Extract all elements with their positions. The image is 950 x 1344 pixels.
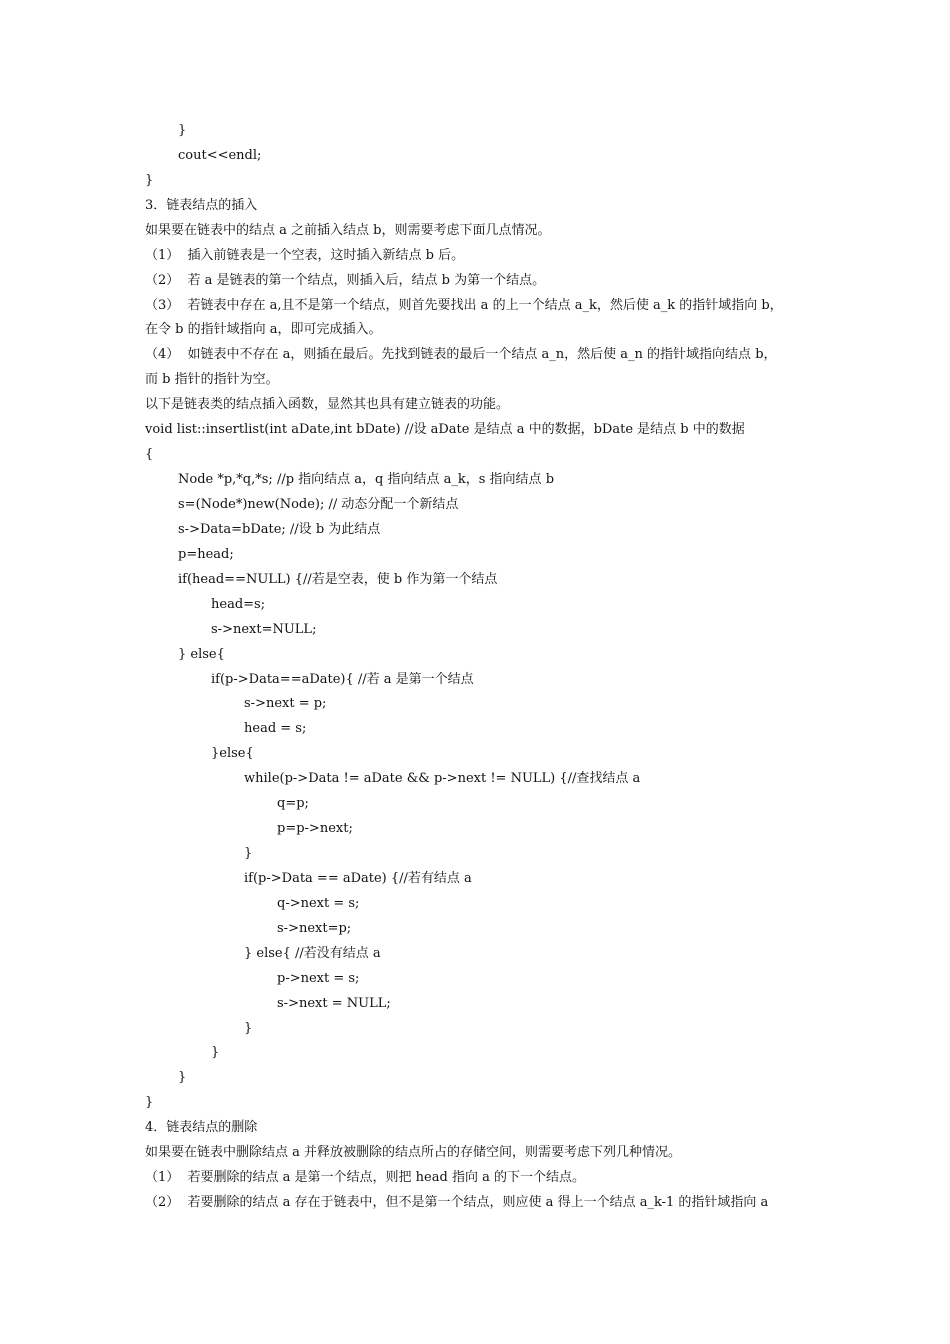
text-line: } [211,1045,220,1061]
text-line: if(p->Data == aDate) {//若有结点 a [244,870,472,886]
text-line: （1） 若要删除的结点 a 是第一个结点，则把 head 指向 a 的下一个结点。 [145,1170,585,1186]
text-line: s->next = p; [244,696,327,712]
text-line: （2） 若要删除的结点 a 存在于链表中，但不是第一个结点，则应使 a 得上一个结点 a_k-1 的指针域指向 a [145,1195,769,1210]
text-line: 而 b 指针的指针为空。 [145,372,279,388]
text-line: head=s; [211,596,266,612]
text-line: （4） 如链表中不存在 a，则插在最后。先找到链表的最后一个结点 a_n，然后使 a_n 的指针域指向结点 b， [145,347,777,363]
text-line: s->next = NULL; [277,995,391,1011]
text-line: } [145,172,154,188]
text-line: Node *p,*q,*s; //p 指向结点 a，q 指向结点 a_k，s 指向结点 b [178,472,555,487]
text-line: 如果要在链表中的结点 a 之前插入结点 b，则需要考虑下面几点情况。 [145,222,551,238]
text-line: } [244,846,253,861]
text-line: s->next=NULL; [211,621,317,637]
text-line: 以下是链表类的结点插入函数，显然其也具有建立链表的功能。 [145,397,510,413]
text-line: 3．链表结点的插入 [145,197,258,213]
text-line: } else{ //若没有结点 a [244,945,381,961]
text-line: } else{ [178,646,225,662]
text-line: q->next = s; [277,895,360,911]
text-line: }else{ [211,746,254,762]
text-line: head = s; [244,721,307,737]
text-line: s->next=p; [277,920,352,936]
text-line: { [145,447,154,463]
text-line: cout<<endl; [178,147,262,163]
text-line: （2） 若 a 是链表的第一个结点，则插入后，结点 b 为第一个结点。 [145,272,546,288]
text-line: 在令 b 的指针域指向 a，即可完成插入。 [145,322,382,338]
text-line: } [244,1020,253,1036]
text-line: p=p->next; [277,821,353,836]
text-line: } [145,1095,154,1111]
text-line: 如果要在链表中删除结点 a 并释放被删除的结点所占的存储空间，则需要考虑下列几种情况。 [145,1145,682,1161]
text-line: while(p->Data != aDate && p->next != NULL) {//查找结点 a [244,771,641,787]
text-line: s->Data=bDate; //设 b 为此结点 [178,521,381,537]
text-line: s=(Node*)new(Node); // 动态分配一个新结点 [178,496,459,512]
text-line: p->next = s; [277,970,360,986]
text-line: （3） 若链表中存在 a,且不是第一个结点，则首先要找出 a 的上一个结点 a_k，然后使 a_k 的指针域指向 b， [145,297,783,313]
text-line: if(p->Data==aDate){ //若 a 是第一个结点 [211,671,474,687]
text-line: void list::insertlist(int aDate,int bDate) //设 aDate 是结点 a 中的数据，bDate 是结点 b 中的数据 [145,422,745,438]
text-line: （1） 插入前链表是一个空表，这时插入新结点 b 后。 [145,247,465,263]
text-line: 4．链表结点的删除 [145,1120,258,1136]
text-line: p=head; [178,546,234,562]
text-line: } [178,123,187,138]
text-line: q=p; [277,796,309,812]
text-line: } [178,1070,187,1086]
text-line: if(head==NULL) {//若是空表，使 b 作为第一个结点 [178,571,498,587]
